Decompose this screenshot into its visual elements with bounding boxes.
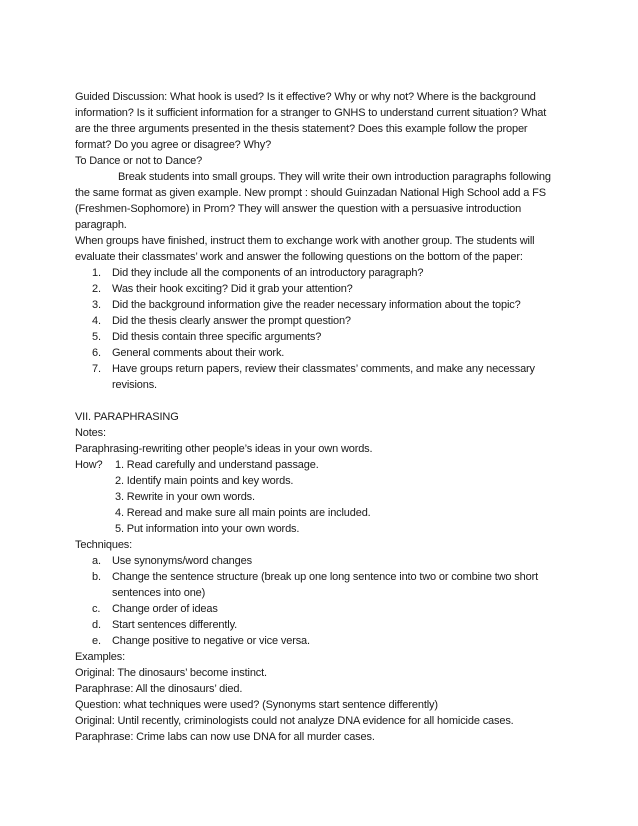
notes-label: Notes:	[75, 427, 106, 439]
technique-letter: b.	[92, 571, 101, 583]
list-text: Have groups return papers, review their classmates’ comments, and make any necessary	[112, 363, 535, 375]
technique-item	[75, 633, 553, 649]
dance-line: the same format as given example. New prompt : should Guinzadan National High School add a FS	[75, 187, 546, 199]
technique-text-continued: sentences into one)	[112, 587, 206, 599]
document-body	[75, 89, 553, 745]
list-text: Did they include all the components of an introductory paragraph?	[112, 267, 424, 279]
technique-item	[75, 569, 553, 585]
section-heading: VII. PARAPHRASING	[75, 411, 179, 423]
examples-label: Examples:	[75, 651, 126, 663]
technique-text: Change order of ideas	[112, 603, 218, 615]
how-step: 3. Rewrite in your own words.	[115, 491, 255, 503]
list-number: 5.	[92, 331, 101, 343]
list-item	[75, 313, 553, 329]
example-line: Paraphrase: Crime labs can now use DNA for all murder cases.	[75, 731, 375, 743]
groups-line: evaluate their classmates’ work and answer the following questions on the bottom of the paper:	[75, 251, 523, 263]
list-text: Did the background information give the reader necessary information about the topic?	[112, 299, 521, 311]
how-step: 1. Read carefully and understand passage.	[115, 459, 319, 471]
technique-letter: a.	[92, 555, 101, 567]
technique-text: Start sentences differently.	[112, 619, 238, 631]
list-number: 1.	[92, 267, 101, 279]
technique-text: Use synonyms/word changes	[112, 555, 252, 567]
list-text-continued: revisions.	[112, 379, 157, 391]
list-number: 2.	[92, 283, 101, 295]
how-step: 4. Reread and make sure all main points are included.	[115, 507, 371, 519]
list-text: Was their hook exciting? Did it grab your attention?	[112, 283, 353, 295]
list-item	[75, 297, 553, 313]
technique-item	[75, 601, 553, 617]
example-line: Question: what techniques were used? (Synonyms start sentence differently)	[75, 699, 438, 711]
guided-line: information? Is it sufficient information for a stranger to GNHS to understand current situation? What	[75, 107, 547, 119]
groups-line: When groups have finished, instruct them to exchange work with another group. The students will	[75, 235, 535, 247]
guided-line: are the three arguments presented in the thesis statement? Does this example follow the proper	[75, 123, 528, 135]
technique-letter: d.	[92, 619, 101, 631]
technique-letter: e.	[92, 635, 101, 647]
list-text: General comments about their work.	[112, 347, 285, 359]
guided-line: format? Do you agree or disagree? Why?	[75, 139, 272, 151]
technique-text: Change positive to negative or vice versa.	[112, 635, 310, 647]
list-number: 6.	[92, 347, 101, 359]
technique-item	[75, 553, 553, 569]
guided-line: Guided Discussion: What hook is used? Is it effective? Why or why not? Where is the background	[75, 91, 536, 103]
example-line: Original: Until recently, criminologists could not analyze DNA evidence for all homicide cases.	[75, 715, 514, 727]
list-text: Did the thesis clearly answer the prompt question?	[112, 315, 351, 327]
example-line: Original: The dinosaurs’ become instinct.	[75, 667, 267, 679]
technique-letter: c.	[92, 603, 101, 615]
dance-line: paragraph.	[75, 219, 127, 231]
techniques-label: Techniques:	[75, 539, 133, 551]
blank-line	[75, 393, 553, 409]
list-item	[75, 265, 553, 281]
list-item	[75, 361, 553, 377]
list-text: Did thesis contain three specific arguments?	[112, 331, 322, 343]
dance-title: To Dance or not to Dance?	[75, 155, 203, 167]
how-step: 5. Put information into your own words.	[115, 523, 300, 535]
technique-text: Change the sentence structure (break up one long sentence into two or combine two short	[112, 571, 538, 583]
technique-item	[75, 617, 553, 633]
example-line: Paraphrase: All the dinosaurs’ died.	[75, 683, 243, 695]
how-step: 2. Identify main points and key words.	[115, 475, 294, 487]
list-item	[75, 281, 553, 297]
how-label: How?	[75, 459, 103, 471]
how-row	[75, 457, 553, 473]
list-item	[75, 329, 553, 345]
list-number: 7.	[92, 363, 101, 375]
dance-line: (Freshmen-Sophomore) in Prom? They will answer the question with a persuasive introduction	[75, 203, 522, 215]
dance-line: Break students into small groups. They will write their own introduction paragraphs following	[118, 171, 551, 183]
definition: Paraphrasing-rewriting other people’s ideas in your own words.	[75, 443, 373, 455]
list-item	[75, 345, 553, 361]
list-number: 4.	[92, 315, 101, 327]
list-number: 3.	[92, 299, 101, 311]
